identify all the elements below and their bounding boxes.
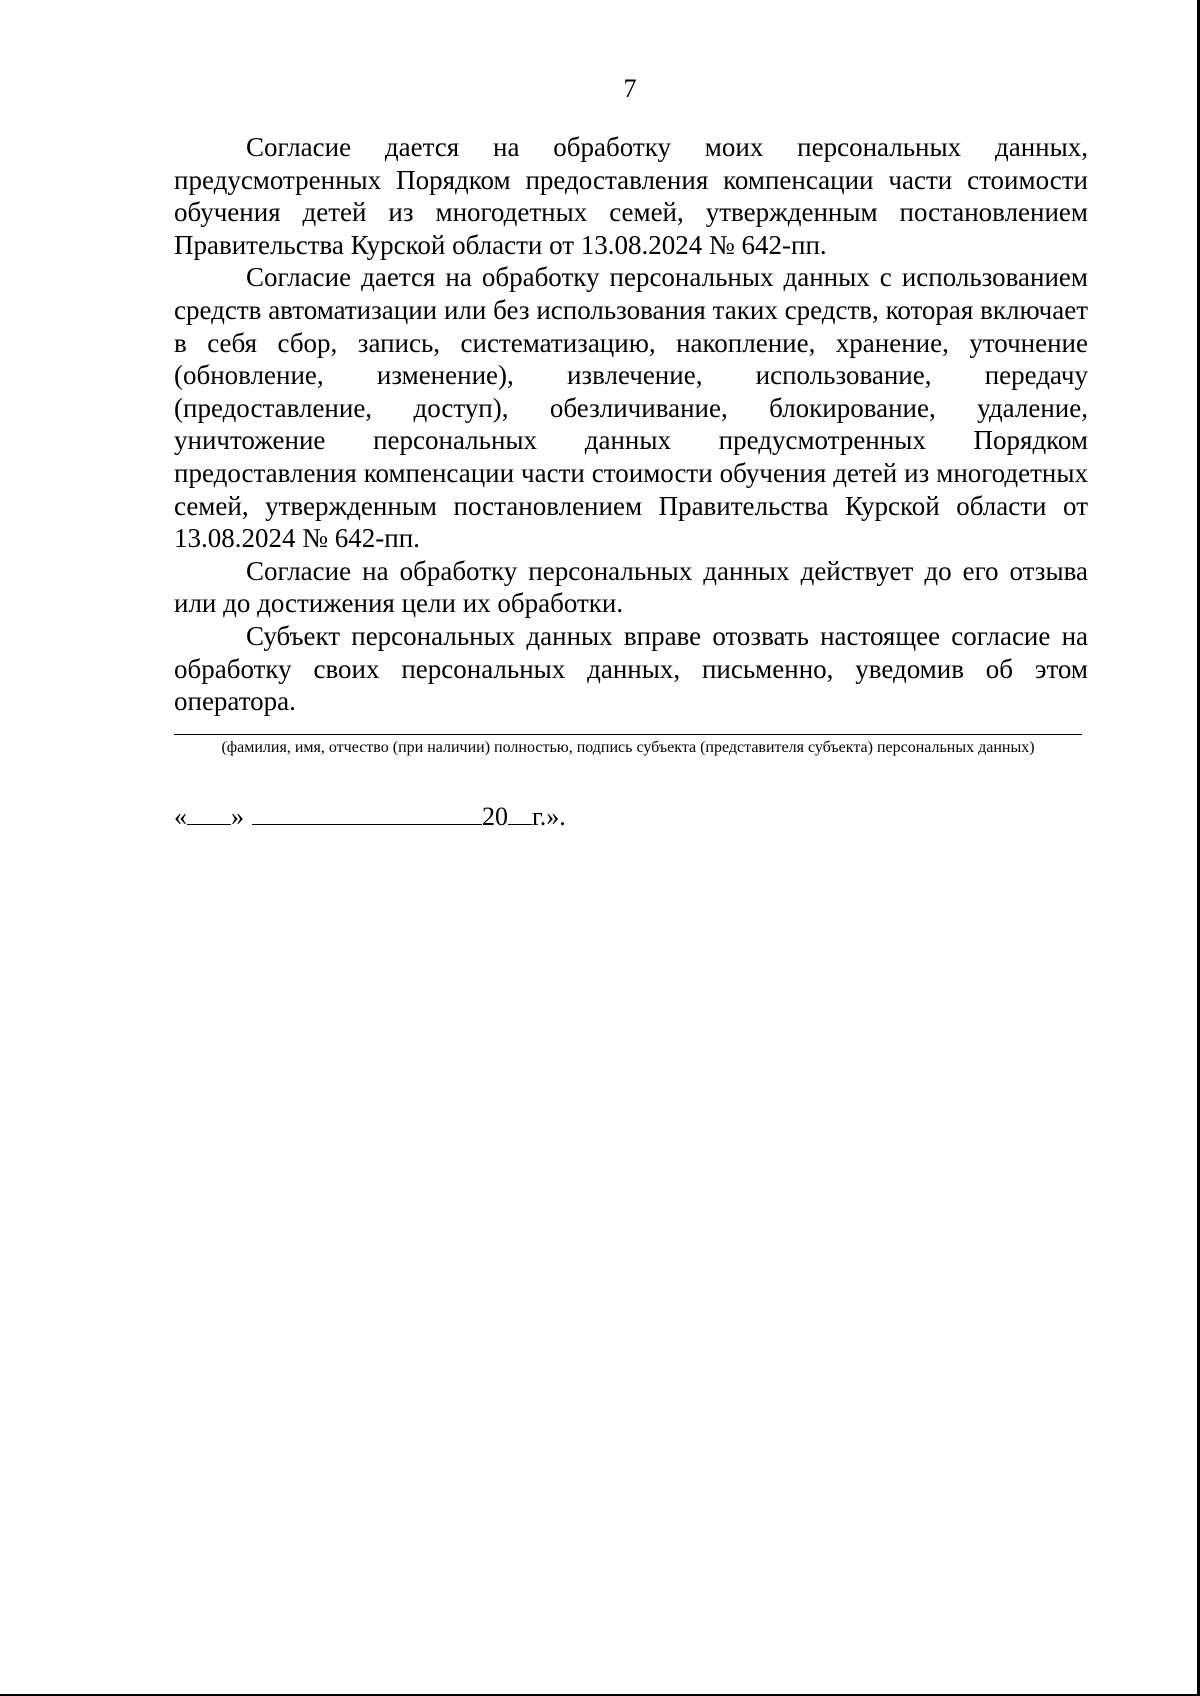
paragraph-validity: Согласие на обработку персональных данных действует до его отзыва или до достижения цели их обработки. xyxy=(174,555,1088,619)
year-blank xyxy=(508,802,532,825)
date-open-quote: « xyxy=(174,802,187,831)
day-blank xyxy=(187,802,231,825)
date-suffix: г.». xyxy=(532,802,566,831)
signature-line xyxy=(174,734,1082,735)
date-line xyxy=(174,802,566,832)
date-close-quote: » xyxy=(231,802,244,831)
paragraph-consent-scope: Согласие дается на обработку моих персональных данных, предусмотренных Порядком предоставления компенсации части стоимости обучения детей из многодетных семей, утвержденным постановлением Правительства Курской области от 13.08.2024 № 642-пп. xyxy=(174,132,1088,260)
month-blank xyxy=(252,802,482,825)
year-prefix: 20 xyxy=(482,802,508,831)
page-number: 7 xyxy=(623,74,637,103)
paragraph-processing-methods: Согласие дается на обработку персональных данных с использованием средств автоматизации или без использования таких средств, которая включает в себя сбор, запись, систематизацию, накопление, хранение, уточнение (обновление, изменение), извлечение, использование, передачу (предоставление, доступ), обезличивание, блокирование, удаление, уничтожение персональных данных предусмотренных Порядком предоставления компенсации части стоимости обучения детей из многодетных семей, утвержденным постановлением Правительства Курской области от 13.08.2024 № 642-пп. xyxy=(174,262,1088,554)
signature-caption: (фамилия, имя, отчество (при наличии) полностью, подпись субъекта (представителя субъекта) персональных данных) xyxy=(221,739,1035,756)
document-body xyxy=(174,131,1088,718)
paragraph-withdrawal: Субъект персональных данных вправе отозвать настоящее согласие на обработку своих персональных данных, письменно, уведомив об этом оператора. xyxy=(174,620,1088,717)
